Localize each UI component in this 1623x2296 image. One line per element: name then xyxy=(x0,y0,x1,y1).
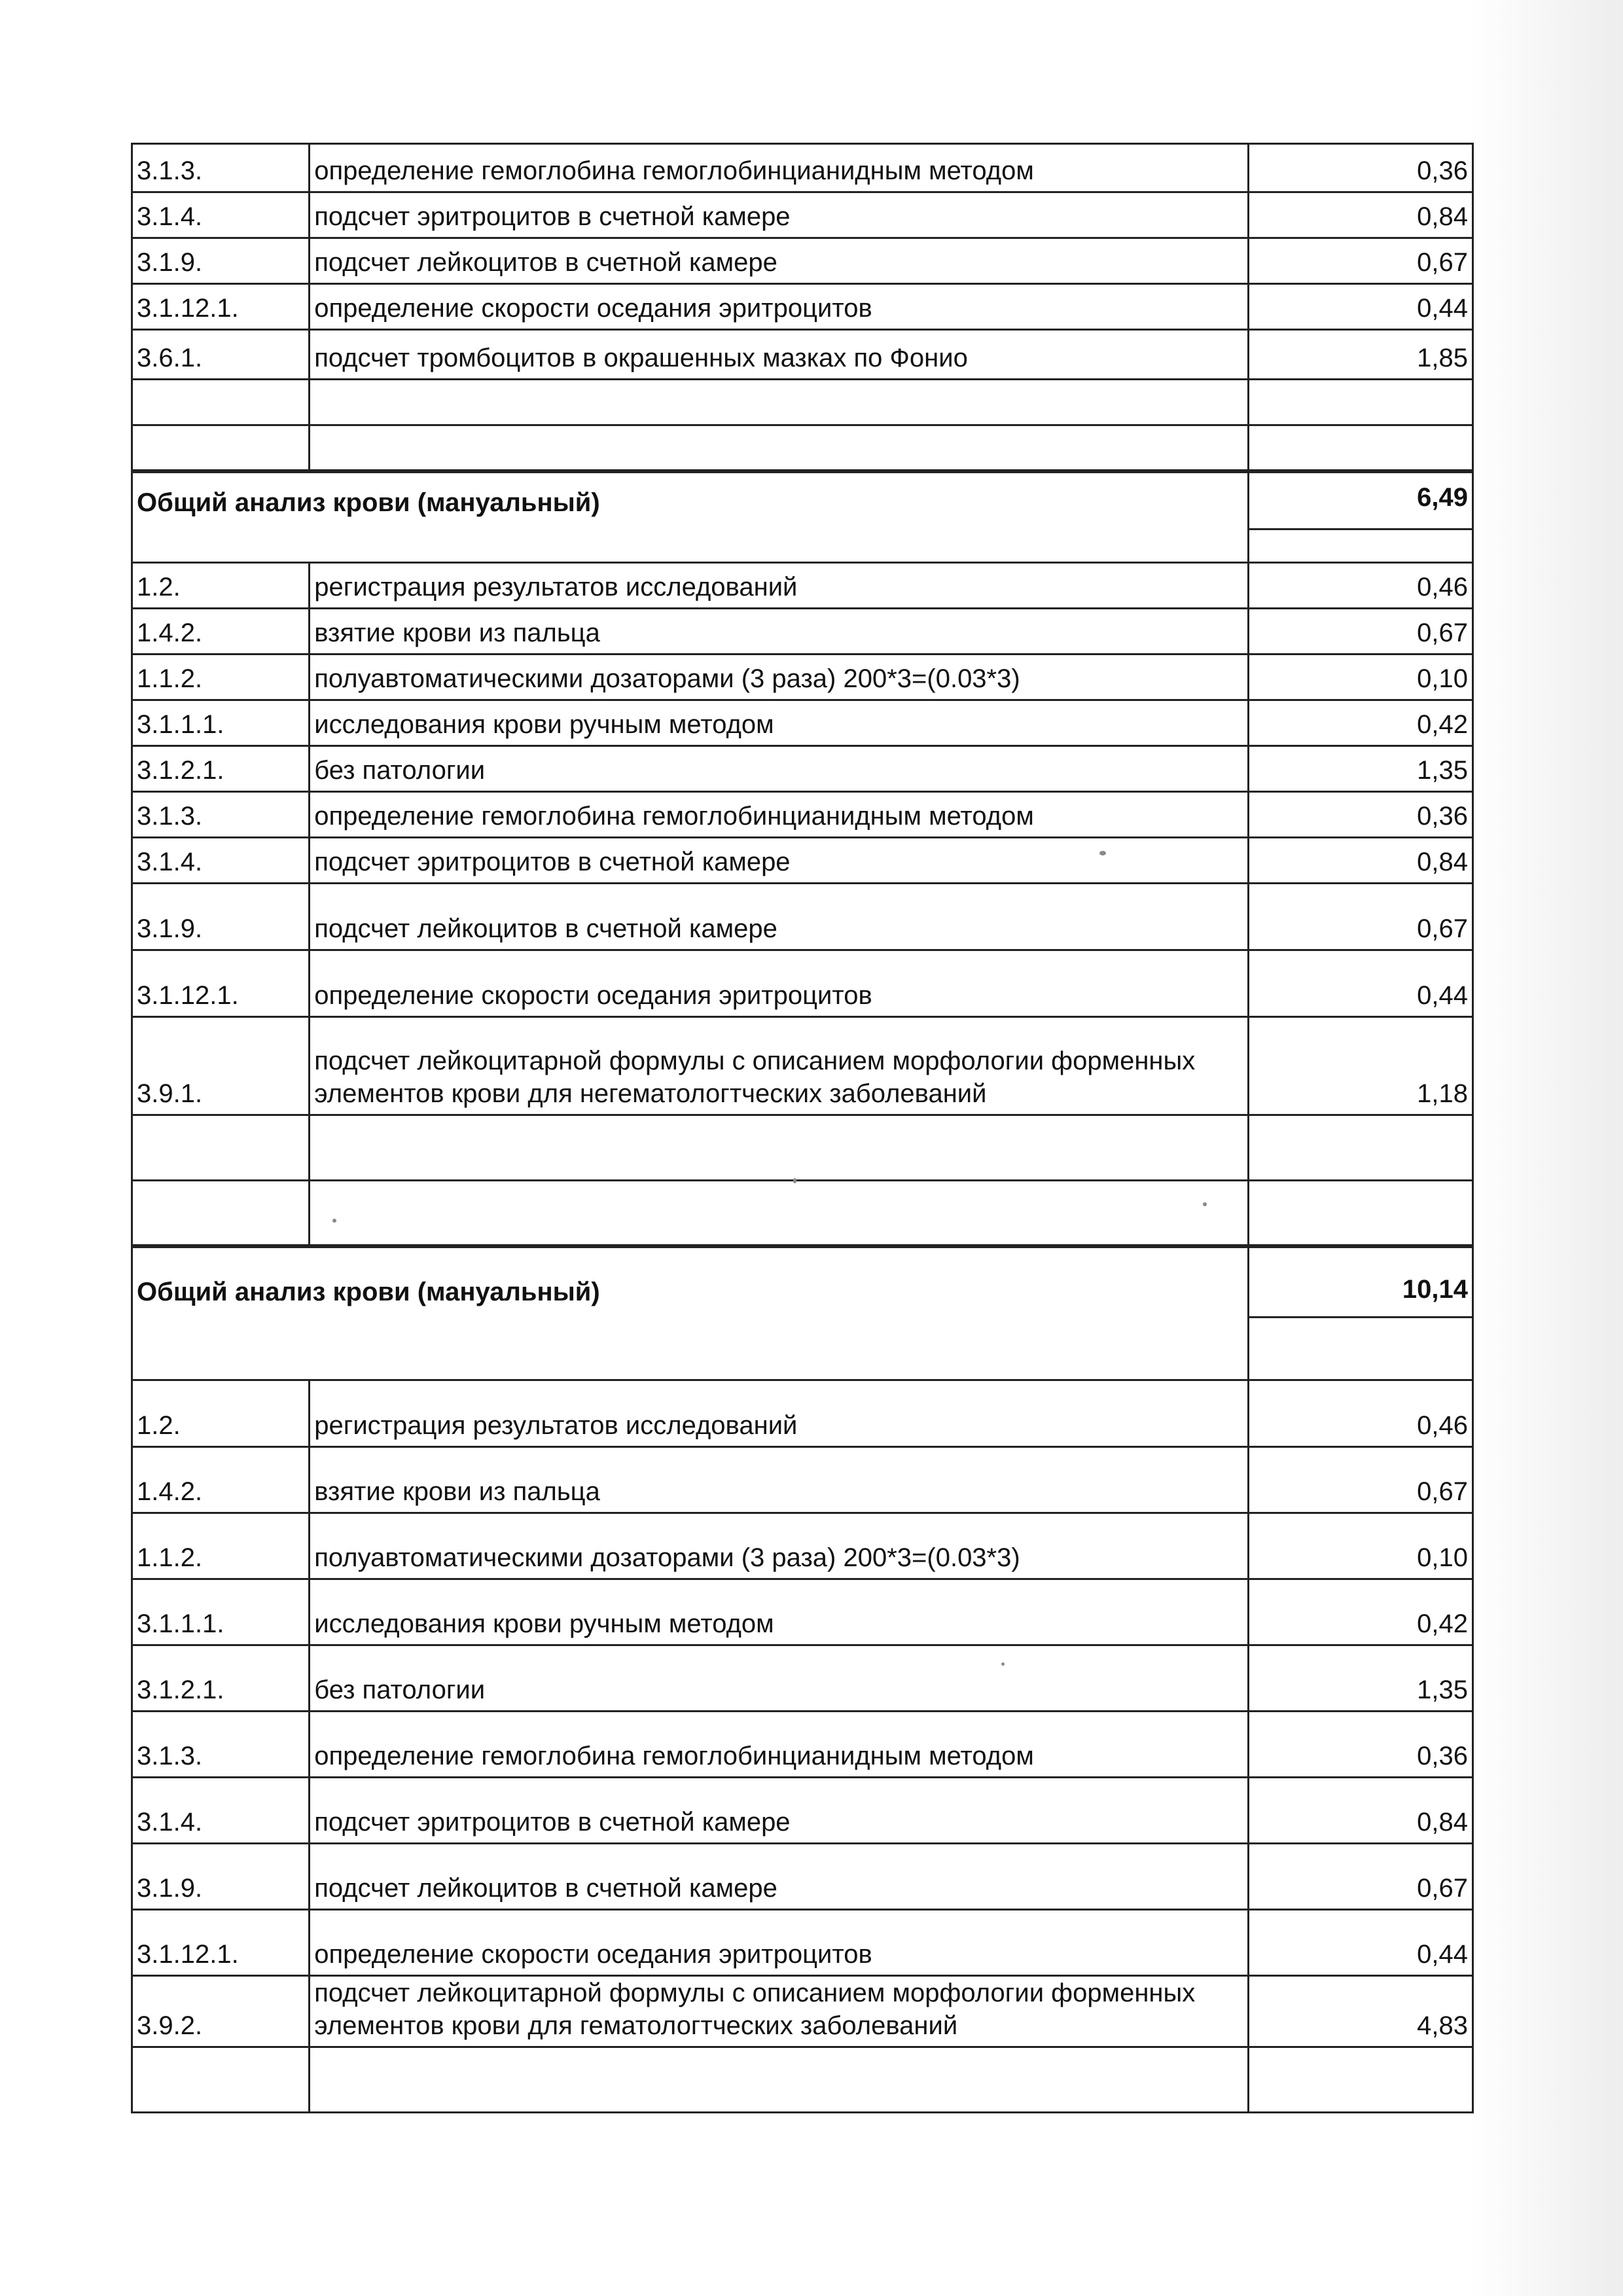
service-description: полуавтоматическими дозаторами (3 раза) 200*3=(0.03*3) xyxy=(310,655,1248,700)
scan-speck xyxy=(1099,851,1106,855)
service-value: 1,18 xyxy=(1248,1017,1472,1115)
service-code: 3.9.2. xyxy=(132,1976,310,2047)
table-row xyxy=(132,609,1473,655)
service-value: 0,42 xyxy=(1248,1579,1472,1645)
service-value: 0,46 xyxy=(1248,563,1472,609)
scan-speck xyxy=(1001,1662,1005,1666)
table-row xyxy=(132,1017,1473,1115)
section-header-row xyxy=(132,1246,1473,1380)
table-row xyxy=(132,1380,1473,1447)
service-description: подсчет эритроцитов в счетной камере xyxy=(310,1778,1248,1844)
service-description: регистрация результатов исследований xyxy=(310,1380,1248,1447)
service-description: исследования крови ручным методом xyxy=(310,700,1248,746)
service-code: 1.1.2. xyxy=(132,655,310,700)
service-code: 3.1.3. xyxy=(132,792,310,838)
service-value: 0,42 xyxy=(1248,700,1472,746)
service-code: 1.4.2. xyxy=(132,1447,310,1513)
service-code: 3.1.12.1. xyxy=(132,950,310,1017)
empty-row xyxy=(132,380,1473,425)
section-title: Общий анализ крови (мануальный) xyxy=(132,471,1249,563)
service-code: 3.1.9. xyxy=(132,238,310,284)
scan-speck xyxy=(793,1178,796,1183)
table-row xyxy=(132,330,1473,380)
service-code: 1.2. xyxy=(132,1380,310,1447)
table-row xyxy=(132,1645,1473,1712)
service-description: определение скорости оседания эритроцитов xyxy=(310,284,1248,330)
table-row xyxy=(132,950,1473,1017)
service-description: определение гемоглобина гемоглобинцианидным методом xyxy=(310,1712,1248,1778)
service-description: подсчет лейкоцитов в счетной камере xyxy=(310,1844,1248,1910)
scan-speck xyxy=(1203,1202,1207,1206)
empty-row xyxy=(132,1181,1473,1246)
table-row xyxy=(132,838,1473,884)
table-row xyxy=(132,238,1473,284)
section-title: Общий анализ крови (мануальный) xyxy=(132,1246,1249,1380)
service-code: 1.1.2. xyxy=(132,1513,310,1579)
service-description: подсчет эритроцитов в счетной камере xyxy=(310,838,1248,884)
service-value: 0,10 xyxy=(1248,1513,1472,1579)
section-total: 10,14 xyxy=(1249,1248,1472,1318)
table-row xyxy=(132,1579,1473,1645)
service-description: подсчет тромбоцитов в окрашенных мазках по Фонио xyxy=(310,330,1248,380)
empty-row xyxy=(132,2047,1473,2113)
service-description: регистрация результатов исследований xyxy=(310,563,1248,609)
service-code: 3.1.3. xyxy=(132,144,310,192)
empty-row xyxy=(132,425,1473,471)
service-description: исследования крови ручным методом xyxy=(310,1579,1248,1645)
table-row xyxy=(132,1910,1473,1976)
table-row xyxy=(132,1712,1473,1778)
service-value: 1,35 xyxy=(1248,1645,1472,1712)
section-total: 6,49 xyxy=(1249,473,1472,530)
section-total-cell xyxy=(1248,471,1472,563)
service-code: 3.9.1. xyxy=(132,1017,310,1115)
service-value: 0,10 xyxy=(1248,655,1472,700)
service-description: подсчет эритроцитов в счетной камере xyxy=(310,192,1248,238)
service-value: 0,46 xyxy=(1248,1380,1472,1447)
service-description: взятие крови из пальца xyxy=(310,1447,1248,1513)
description-line: подсчет лейкоцитарной формулы с описанием морфологии форменных xyxy=(314,1047,1196,1075)
service-description: определение скорости оседания эритроцитов xyxy=(310,1910,1248,1976)
table-row xyxy=(132,792,1473,838)
service-code: 3.1.1.1. xyxy=(132,700,310,746)
service-description xyxy=(310,1976,1248,2047)
table-row xyxy=(132,144,1473,192)
service-value: 0,67 xyxy=(1248,1844,1472,1910)
table-row xyxy=(132,655,1473,700)
price-table xyxy=(131,143,1474,2113)
table-row xyxy=(132,884,1473,950)
service-description: определение гемоглобина гемоглобинцианидным методом xyxy=(310,792,1248,838)
scan-speck xyxy=(332,1219,336,1223)
service-description: подсчет лейкоцитов в счетной камере xyxy=(310,884,1248,950)
service-description: полуавтоматическими дозаторами (3 раза) 200*3=(0.03*3) xyxy=(310,1513,1248,1579)
empty-row xyxy=(132,1115,1473,1181)
table-row xyxy=(132,746,1473,792)
service-value: 0,36 xyxy=(1248,144,1472,192)
description-line: подсчет лейкоцитарной формулы с описанием морфологии форменных xyxy=(314,1979,1196,2007)
table-row xyxy=(132,1976,1473,2047)
service-value: 0,84 xyxy=(1248,192,1472,238)
service-code: 3.6.1. xyxy=(132,330,310,380)
service-value: 0,36 xyxy=(1248,792,1472,838)
service-code: 3.1.9. xyxy=(132,884,310,950)
service-code: 3.1.12.1. xyxy=(132,1910,310,1976)
service-value: 0,44 xyxy=(1248,284,1472,330)
table-row xyxy=(132,192,1473,238)
service-description: определение гемоглобина гемоглобинцианидным методом xyxy=(310,144,1248,192)
service-description: подсчет лейкоцитов в счетной камере xyxy=(310,238,1248,284)
service-code: 3.1.2.1. xyxy=(132,746,310,792)
service-value: 0,84 xyxy=(1248,1778,1472,1844)
service-value: 0,36 xyxy=(1248,1712,1472,1778)
service-value: 0,67 xyxy=(1248,884,1472,950)
service-code: 3.1.1.1. xyxy=(132,1579,310,1645)
description-line: элементов крови для негематологтческих заболеваний xyxy=(314,1079,987,1108)
service-code: 1.4.2. xyxy=(132,609,310,655)
service-description: без патологии xyxy=(310,1645,1248,1712)
service-code: 3.1.4. xyxy=(132,1778,310,1844)
table-row xyxy=(132,1844,1473,1910)
service-value: 4,83 xyxy=(1248,1976,1472,2047)
service-code: 3.1.4. xyxy=(132,838,310,884)
service-code: 3.1.4. xyxy=(132,192,310,238)
service-code: 3.1.2.1. xyxy=(132,1645,310,1712)
service-value: 0,44 xyxy=(1248,950,1472,1017)
service-value: 0,67 xyxy=(1248,609,1472,655)
table-row xyxy=(132,284,1473,330)
service-value: 1,85 xyxy=(1248,330,1472,380)
service-value: 0,67 xyxy=(1248,238,1472,284)
service-value: 0,67 xyxy=(1248,1447,1472,1513)
table-row xyxy=(132,563,1473,609)
service-value: 0,84 xyxy=(1248,838,1472,884)
scan-edge-shadow xyxy=(1469,0,1623,2296)
table-row xyxy=(132,1778,1473,1844)
table-row xyxy=(132,1447,1473,1513)
service-value: 0,44 xyxy=(1248,1910,1472,1976)
service-code: 3.1.9. xyxy=(132,1844,310,1910)
service-description: без патологии xyxy=(310,746,1248,792)
service-description: определение скорости оседания эритроцитов xyxy=(310,950,1248,1017)
service-value: 1,35 xyxy=(1248,746,1472,792)
section-total-cell xyxy=(1248,1246,1472,1380)
service-description: взятие крови из пальца xyxy=(310,609,1248,655)
description-line: элементов крови для гематологтческих заболеваний xyxy=(314,2011,958,2040)
section-header-row xyxy=(132,471,1473,563)
table-row xyxy=(132,1513,1473,1579)
table-row xyxy=(132,700,1473,746)
service-code: 3.1.3. xyxy=(132,1712,310,1778)
service-code: 1.2. xyxy=(132,563,310,609)
service-description xyxy=(310,1017,1248,1115)
service-code: 3.1.12.1. xyxy=(132,284,310,330)
